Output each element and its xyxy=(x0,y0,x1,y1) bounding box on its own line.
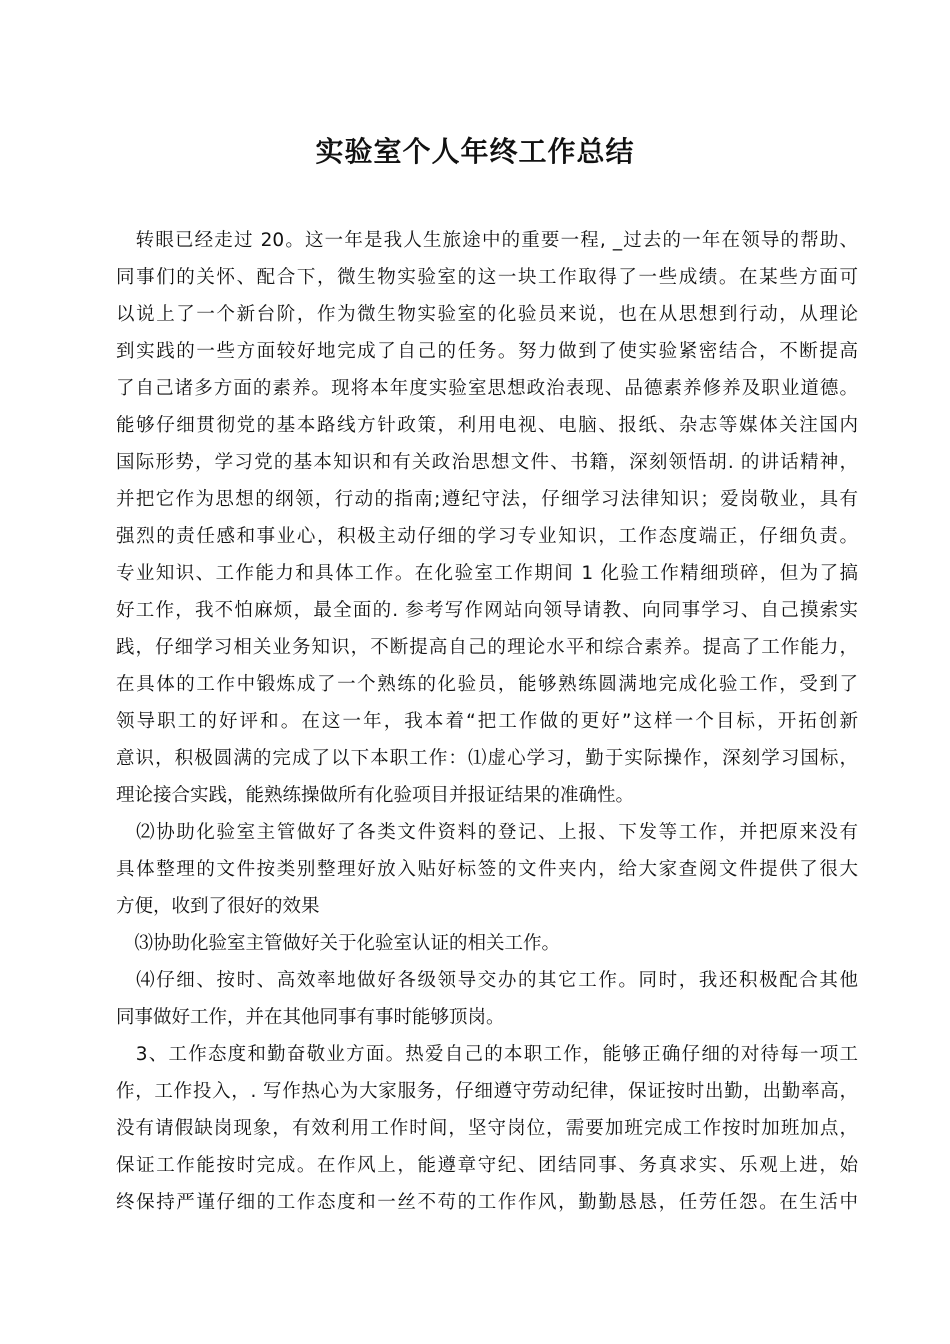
body-line: 意识，积极圆满的完成了以下本职工作：⑴虚心学习，勤于实际操作，深刻学习国标， xyxy=(116,748,858,769)
body-line: 能够仔细贯彻党的基本路线方针政策，利用电视、电脑、报纸、杂志等媒体关注国内 xyxy=(116,415,858,436)
body-line: 3、工作态度和勤奋敬业方面。热爱自己的本职工作，能够正确仔细的对待每一项工 xyxy=(116,1044,858,1065)
body-line: 作，工作投入，. 写作热心为大家服务，仔细遵守劳动纪律，保证按时出勤，出勤率高， xyxy=(116,1081,858,1102)
document-body xyxy=(116,222,858,1221)
body-line: 专业知识、工作能力和具体工作。在化验室工作期间 1 化验工作精细琐碎，但为了搞 xyxy=(116,563,858,584)
body-line: ⑶协助化验室主管做好关于化验室认证的相关工作。 xyxy=(116,933,561,954)
body-line: 践，仔细学习相关业务知识，不断提高自己的理论水平和综合素养。提高了工作能力， xyxy=(116,637,858,658)
body-line: 方便，收到了很好的效果 xyxy=(116,896,320,917)
body-line: 好工作，我不怕麻烦，最全面的. 参考写作网站向领导请教、向同事学习、自己摸索实 xyxy=(116,600,858,621)
body-line: 到实践的一些方面较好地完成了自己的任务。努力做到了使实验紧密结合，不断提高 xyxy=(116,341,858,362)
body-line: 理论接合实践，能熟练操做所有化验项目并报证结果的准确性。 xyxy=(116,785,635,806)
body-line: 以说上了一个新台阶，作为微生物实验室的化验员来说，也在从思想到行动，从理论 xyxy=(116,304,858,325)
body-line: 具体整理的文件按类别整理好放入贴好标签的文件夹内，给大家查阅文件提供了很大 xyxy=(116,859,858,880)
document-title: 实验室个人年终工作总结 xyxy=(315,135,635,168)
body-line: 保证工作能按时完成。在作风上，能遵章守纪、团结同事、务真求实、乐观上进，始 xyxy=(116,1155,858,1176)
body-line: 强烈的责任感和事业心，积极主动仔细的学习专业知识，工作态度端正，仔细负责。 xyxy=(116,526,858,547)
body-line: 在具体的工作中锻炼成了一个熟练的化验员，能够熟练圆满地完成化验工作，受到了 xyxy=(116,674,858,695)
body-line: ⑷仔细、按时、高效率地做好各级领导交办的其它工作。同时，我还积极配合其他 xyxy=(116,970,858,991)
body-line: 国际形势，学习党的基本知识和有关政治思想文件、书籍，深刻领悟胡. 的讲话精神， xyxy=(116,452,858,473)
body-line: 同事做好工作，并在其他同事有事时能够顶岗。 xyxy=(116,1007,505,1028)
body-line: 转眼已经走过 20。这一年是我人生旅途中的重要一程, _过去的一年在领导的帮助、 xyxy=(116,230,858,251)
body-line: 没有请假缺岗现象，有效利用工作时间，坚守岗位，需要加班完成工作按时加班加点， xyxy=(116,1118,858,1139)
body-line: 同事们的关怀、配合下，微生物实验室的这一块工作取得了一些成绩。在某些方面可 xyxy=(116,267,858,288)
body-line: 终保持严谨仔细的工作态度和一丝不苟的工作作风，勤勤恳恳，任劳任怨。在生活中 xyxy=(116,1192,858,1213)
body-line: 了自己诸多方面的素养。现将本年度实验室思想政治表现、品德素养修养及职业道德。 xyxy=(116,378,858,399)
body-line: 并把它作为思想的纲领，行动的指南;遵纪守法，仔细学习法律知识；爱岗敬业，具有 xyxy=(116,489,858,510)
body-line: ⑵协助化验室主管做好了各类文件资料的登记、上报、下发等工作，并把原来没有 xyxy=(116,822,858,843)
body-line: 领导职工的好评和。在这一年，我本着“把工作做的更好”这样一个目标，开拓创新 xyxy=(116,711,858,732)
